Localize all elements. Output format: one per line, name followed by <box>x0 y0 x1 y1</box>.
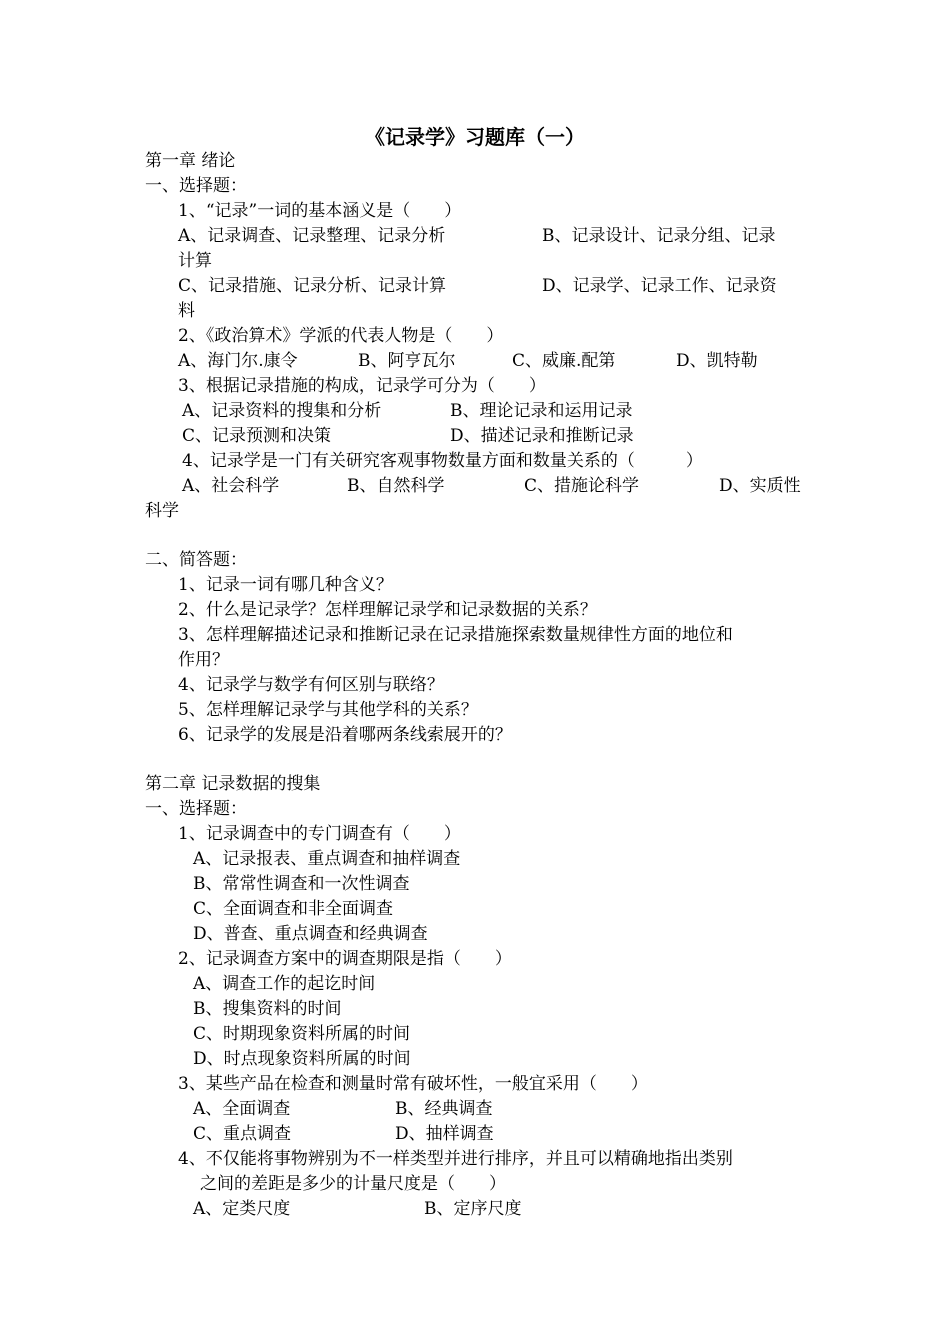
option-text: C、时期现象资料所属的时间 <box>193 1024 411 1044</box>
option-text: D、时点现象资料所属的时间 <box>193 1049 411 1069</box>
section-heading: 一、选择题： <box>145 176 247 196</box>
question-text: 1、记录调查中的专门调查有（ ） <box>178 824 461 844</box>
option-text: B、理论记录和运用记录 <box>450 401 633 421</box>
option-text: A、海门尔.康令 <box>178 351 298 371</box>
section-heading: 二、简答题： <box>145 550 247 570</box>
chapter-heading: 第二章 记录数据的搜集 <box>145 774 321 794</box>
question-text: 4、记录学与数学有何区别与联络？ <box>178 675 444 695</box>
option-text: D、记录学、记录工作、记录资 <box>542 276 777 296</box>
chapter-heading: 第一章 绪论 <box>145 151 236 171</box>
question-text: 4、记录学是一门有关研究客观事物数量方面和数量关系的（ ） <box>182 451 703 471</box>
option-text: A、全面调查 <box>193 1099 291 1119</box>
option-text: B、自然科学 <box>347 476 445 496</box>
option-text: 料 <box>178 301 195 321</box>
question-text: 6、记录学的发展是沿着哪两条线索展开的？ <box>178 725 512 745</box>
option-text: C、威廉.配第 <box>512 351 616 371</box>
option-text: C、重点调查 <box>193 1124 292 1144</box>
option-text: C、记录预测和决策 <box>182 426 332 446</box>
option-text: D、抽样调查 <box>395 1124 494 1144</box>
option-text: B、常常性调查和一次性调查 <box>193 874 410 894</box>
option-text: B、经典调查 <box>395 1099 493 1119</box>
question-text: 3、某些产品在检查和测量时常有破坏性，一般宜采用（ ） <box>178 1074 648 1094</box>
option-text: A、调查工作的起讫时间 <box>193 974 376 994</box>
question-text: 作用？ <box>178 650 229 670</box>
option-text: B、阿亨瓦尔 <box>358 351 456 371</box>
option-text: D、凯特勒 <box>676 351 758 371</box>
question-text: 2、什么是记录学？怎样理解记录学和记录数据的关系？ <box>178 600 597 620</box>
question-text: 5、怎样理解记录学与其他学科的关系？ <box>178 700 478 720</box>
option-text: A、记录调查、记录整理、记录分析 <box>178 226 446 246</box>
option-text: A、记录报表、重点调查和抽样调查 <box>193 849 461 869</box>
option-text: B、定序尺度 <box>424 1199 522 1219</box>
option-text: D、实质性 <box>719 476 801 496</box>
question-text: 1、“记录”一词的基本涵义是（ ） <box>178 201 462 221</box>
question-text: 2、记录调查方案中的调查期限是指（ ） <box>178 949 512 969</box>
option-text: 科学 <box>145 501 179 521</box>
question-text: 4、不仅能将事物辨别为不一样类型并进行排序，并且可以精确地指出类别 <box>178 1149 733 1169</box>
option-text: B、搜集资料的时间 <box>193 999 342 1019</box>
option-text: A、定类尺度 <box>193 1199 291 1219</box>
option-text: D、普查、重点调查和经典调查 <box>193 924 428 944</box>
question-text: 3、根据记录措施的构成，记录学可分为（ ） <box>178 376 546 396</box>
option-text: A、社会科学 <box>182 476 280 496</box>
question-text: 3、怎样理解描述记录和推断记录在记录措施探索数量规律性方面的地位和 <box>178 625 733 645</box>
option-text: B、记录设计、记录分组、记录 <box>542 226 776 246</box>
option-text: C、全面调查和非全面调查 <box>193 899 394 919</box>
option-text: 计算 <box>178 251 212 271</box>
question-text: 2、《政治算术》学派的代表人物是（ ） <box>178 326 504 346</box>
section-heading: 一、选择题： <box>145 799 247 819</box>
option-text: D、描述记录和推断记录 <box>450 426 634 446</box>
option-text: C、措施论科学 <box>524 476 640 496</box>
option-text: C、记录措施、记录分析、记录计算 <box>178 276 447 296</box>
question-text: 1、记录一词有哪几种含义？ <box>178 575 393 595</box>
page-title: 《记录学》习题库（一） <box>365 125 585 149</box>
option-text: A、记录资料的搜集和分析 <box>182 401 382 421</box>
question-text: 之间的差距是多少的计量尺度是（ ） <box>200 1174 506 1194</box>
